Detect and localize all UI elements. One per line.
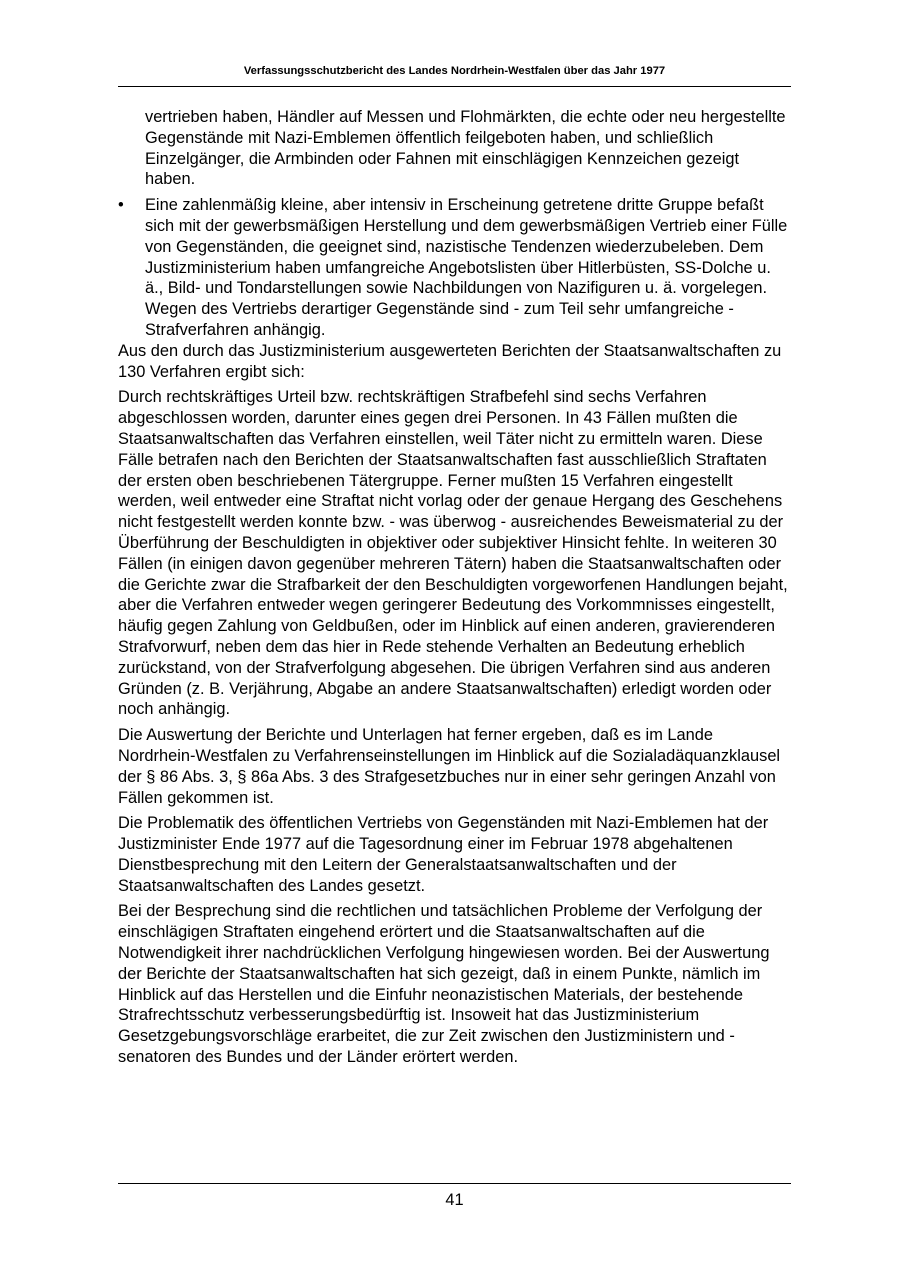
running-header: Verfassungsschutzbericht des Landes Nordrhein-Westfalen über das Jahr 1977 <box>243 65 666 77</box>
bullet-list-item <box>118 195 790 341</box>
bullet-text: Eine zahlenmäßig kleine, aber intensiv in Erscheinung getretene dritte Gruppe befaßt sich mit der gewerbsmäßigen Herstellung und dem gewerbsmäßigen Vertrieb einer Fülle von Gegenständen, die geeignet sind, nazistische Tendenzen wiederzubeleben. Dem Justizministerium haben umfangreiche Angebotslisten über Hitlerbüsten, SS-Dolche u. ä., Bild- und Tondarstellungen sowie Nachbildungen von Nazifiguren u. ä. vorgelegen. Wegen des Vertriebs derartiger Gegenstände sind - zum Teil sehr umfangreiche - Strafverfahren anhängig. <box>145 196 788 339</box>
paragraph-social-adequacy: Die Auswertung der Berichte und Unterlagen hat ferner ergeben, daß es im Lande Nordrhein-Westfalen zu Verfahrenseinstellungen im Hinblick auf die Sozialadäquanzklausel der § 86 Abs. 3, § 86a Abs. 3 des Strafgesetzbuches nur in einer sehr geringen Anzahl von Fällen gekommen ist. <box>118 726 781 807</box>
paragraph-summary-intro: Aus den durch das Justizministerium ausgewerteten Berichten der Staatsanwaltschaften zu 130 Verfahren ergibt sich: <box>118 341 782 381</box>
page-body <box>118 107 790 1073</box>
paragraph-case-outcomes: Durch rechtskräftiges Urteil bzw. rechtskräftigen Strafbefehl sind sechs Verfahren abgeschlossen worden, darunter eines gegen drei Personen. In 43 Fällen mußten die Staatsanwaltschaften das Verfahren einstellen, weil Täter nicht zu ermitteln waren. Diese Fälle betrafen nach den Berichten der Staatsanwaltschaften fast ausschließlich Straftaten der ersten oben beschriebenen Tätergruppe. Ferner mußten 15 Verfahren eingestellt werden, weil entweder eine Straftat nicht vorlag oder der genaue Hergang des Geschehens nicht festgestellt werden konnte bzw. - was überwog - ausreichendes Beweismaterial zu der Überführung der Beschuldigten in objektiver oder subjektiver Hinsicht fehlte. In weiteren 30 Fällen (in einigen davon gegenüber mehreren Tätern) haben die Staatsanwaltschaften oder die Gerichte zwar die Strafbarkeit der den Beschuldigten vorgeworfenen Handlungen bejaht, aber die Verfahren entweder wegen geringerer Bedeutung des Vorkommnisses eingestellt, häufig gegen Zahlung von Geldbußen, oder im Hinblick auf einen anderen, gravierenderen Strafvorwurf, neben dem das hier in Rede stehende Verhalten an Bedeutung erheblich zurückstand, von der Strafverfolgung abgesehen. Die übrigen Verfahren sind aus anderen Gründen (z. B. Verjährung, Abgabe an andere Staatsanwaltschaften) erledigt worden oder noch anhängig. <box>118 388 788 719</box>
bullet-point: • <box>118 196 124 215</box>
paragraph-meeting-results: Bei der Besprechung sind die rechtlichen und tatsächlichen Probleme der Verfolgung der einschlägigen Straftaten eingehend erörtert und die Staatsanwaltschaften auf die Notwendigkeit ihrer nachdrücklichen Verfolgung hingewiesen worden. Bei der Auswertung der Berichte der Staatsanwaltschaften hat sich gezeigt, daß in einem Punkte, nämlich im Hinblick auf das Herstellen und die Einfuhr neonazistischen Materials, der bestehende Strafrechtsschutz verbesserungsbedürftig ist. Insoweit hat das Justizministerium Gesetzgebungsvorschläge erarbeitet, die zur Zeit zwischen den Justizministern und -senatoren des Bundes und der Länder erörtert werden. <box>118 902 770 1067</box>
header-divider <box>118 86 791 87</box>
page-number: 41 <box>445 1191 464 1209</box>
footer-divider <box>118 1183 791 1184</box>
paragraph-meeting-agenda: Die Problematik des öffentlichen Vertriebs von Gegenständen mit Nazi-Emblemen hat der Justizminister Ende 1977 auf die Tagesordnung einer im Februar 1978 abgehaltenen Dienstbesprechung mit den Leitern der Generalstaatsanwaltschaften und der Staatsanwaltschaften des Landes gesetzt. <box>118 814 769 895</box>
continuation-paragraph: vertrieben haben, Händler auf Messen und Flohmärkten, die echte oder neu hergestellte Gegenstände mit Nazi-Emblemen öffentlich feilgeboten haben, und schließlich Einzelgänger, die Armbinden oder Fahnen mit einschlägigen Kennzeichen gezeigt haben. <box>145 108 786 189</box>
